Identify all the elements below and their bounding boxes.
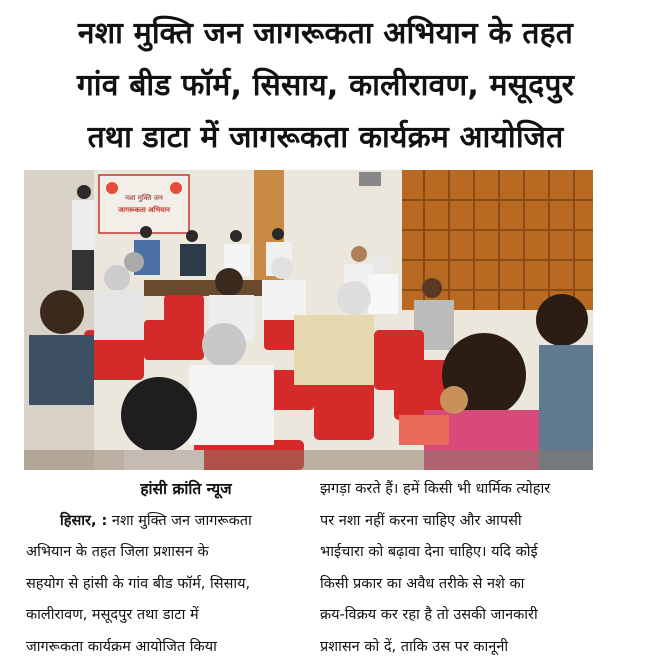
banner-line: जागरूकता अभियान xyxy=(117,205,171,214)
body-line: भाईचारा को बढ़ावा देना चाहिए। यदि कोई xyxy=(320,537,596,569)
body-line: झगड़ा करते हैं। हमें किसी भी धार्मिक त्योहार xyxy=(320,474,596,506)
body-line: कालीरावण, मसूदपुर तथा डाटा में xyxy=(26,600,306,632)
dateline-place: हिसार, : xyxy=(26,513,107,529)
article-headline xyxy=(14,8,637,164)
body-line: जागरूकता कार्यक्रम आयोजित किया xyxy=(26,632,306,663)
article-column-right xyxy=(320,474,596,663)
body-line: प्रशासन को दें, ताकि उस पर कानूनी xyxy=(320,632,596,663)
headline-line: नशा मुक्ति जन जागरूकता अभियान के तहत xyxy=(14,8,637,60)
byline: हांसी क्रांति न्यूज xyxy=(26,474,306,506)
body-line: सहयोग से हांसी के गांव बीड फॉर्म, सिसाय, xyxy=(26,569,306,601)
body-line: नशा मुक्ति जन जागरूकता xyxy=(112,513,252,529)
article-column-left xyxy=(26,474,306,663)
body-line: किसी प्रकार का अवैध तरीके से नशे का xyxy=(320,569,596,601)
event-photo-illustration xyxy=(24,170,593,470)
headline-line: गांव बीड फॉर्म, सिसाय, कालीरावण, मसूदपुर xyxy=(14,60,637,112)
event-photo xyxy=(24,170,593,470)
body-line: पर नशा नहीं करना चाहिए और आपसी xyxy=(320,506,596,538)
body-line: क्रय-विक्रय कर रहा है तो उसकी जानकारी xyxy=(320,600,596,632)
headline-line: तथा डाटा में जागरूकता कार्यक्रम आयोजित xyxy=(14,112,637,164)
banner-line: नशा मुक्ति जन xyxy=(125,193,163,202)
body-line: अभियान के तहत जिला प्रशासन के xyxy=(26,537,306,569)
